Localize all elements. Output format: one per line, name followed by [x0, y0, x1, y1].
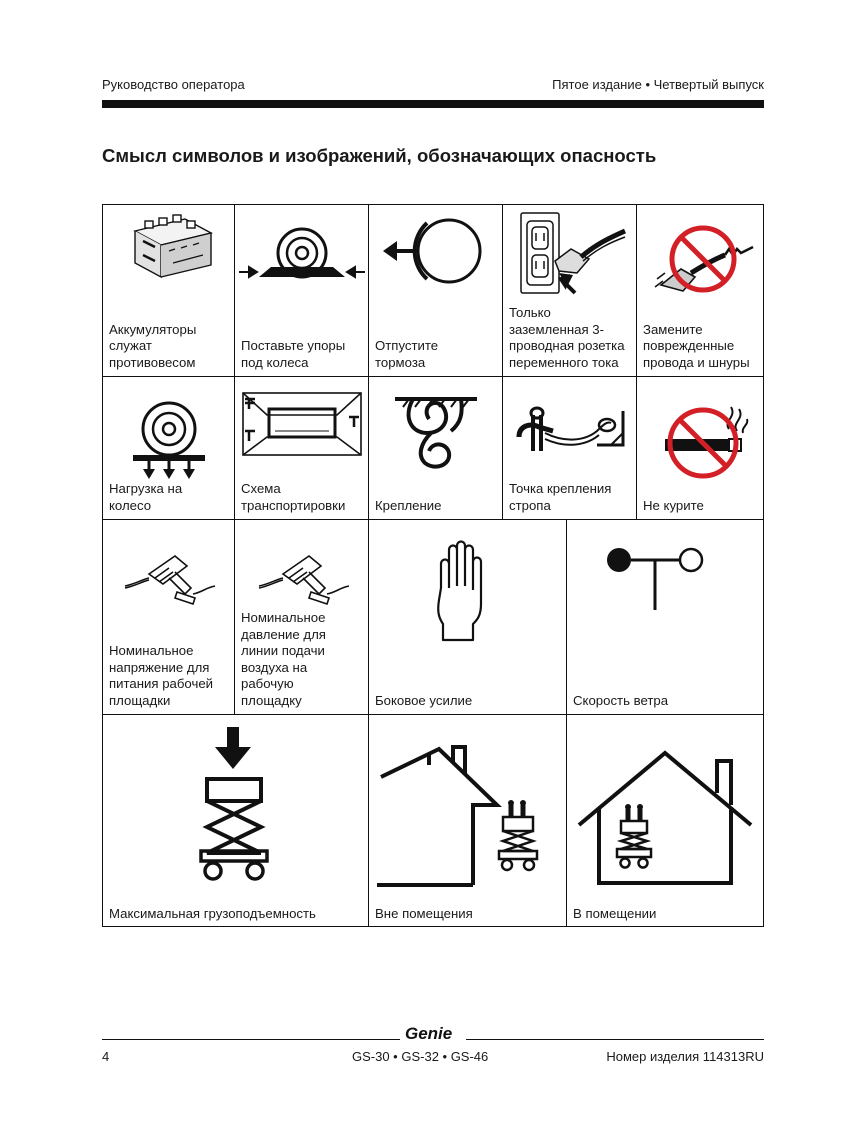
symbol-cell: [368, 519, 566, 714]
symbol-caption: Крепление: [375, 497, 442, 513]
symbol-caption: Максимальная грузоподъемность: [109, 905, 316, 921]
symbol-cell: [566, 714, 764, 927]
symbol-cell: [636, 204, 764, 376]
page-title: Смысл символов и изображений, обозначающих опасность: [102, 145, 657, 166]
symbols-grid: [102, 204, 764, 927]
max-capacity-icon: [197, 727, 271, 887]
symbol-caption: Точка крепления стропа: [509, 481, 612, 513]
symbol-cell: [502, 204, 636, 376]
symbol-cell: [234, 204, 368, 376]
symbol-caption: Скорость ветра: [573, 692, 669, 708]
symbol-cell: [234, 519, 368, 714]
symbol-cell: [102, 376, 234, 519]
symbol-caption: Замените поврежденные провода и шнуры: [643, 321, 750, 370]
lifting-point-icon: [511, 397, 631, 457]
symbol-cell: [234, 376, 368, 519]
symbol-cell: [502, 376, 636, 519]
platform-voltage-icon: [121, 550, 217, 606]
header-right: Пятое издание • Четвертый выпуск: [552, 77, 764, 92]
symbol-caption: Аккумуляторы служат противовесом: [109, 321, 197, 370]
symbol-caption: Схема транспортировки: [241, 481, 346, 513]
grounded-outlet-icon: [511, 209, 631, 299]
symbol-caption: Номинальное давление для линии подачи воздуха на рабочую площадку: [241, 610, 326, 708]
symbol-cell: [566, 519, 764, 714]
side-force-icon: [433, 540, 499, 646]
footer-rule-right: [466, 1039, 764, 1040]
symbol-cell: [102, 519, 234, 714]
symbol-caption: Отпустите тормоза: [375, 338, 439, 370]
symbol-caption: Не курите: [643, 497, 704, 513]
genie-logo: [403, 1024, 463, 1046]
indoor-use-icon: [575, 743, 757, 893]
symbol-caption: Только заземленная 3- проводная розетка переменного тока: [509, 305, 625, 370]
footer-models: GS-30 • GS-32 • GS-46: [352, 1049, 489, 1064]
symbol-cell: [368, 714, 566, 927]
symbol-caption: Вне помещения: [375, 905, 473, 921]
footer-part-number: Номер изделия 114313RU: [606, 1049, 764, 1064]
header-left: Руководство оператора: [102, 77, 245, 92]
transport-diagram-icon: [239, 387, 365, 459]
symbol-cell: [368, 376, 502, 519]
symbol-caption: Боковое усилие: [375, 692, 473, 708]
symbol-cell: [102, 204, 234, 376]
outdoor-use-icon: [377, 745, 557, 895]
svg-text:Genie: Genie: [405, 1024, 453, 1043]
damaged-cord-icon: [651, 219, 755, 299]
symbol-caption: Нагрузка на колесо: [109, 481, 183, 513]
no-smoking-icon: [651, 399, 755, 479]
symbol-cell: [102, 714, 368, 927]
symbol-caption: Поставьте упоры под колеса: [241, 338, 346, 370]
release-brakes-icon: [379, 213, 495, 289]
wheel-chocks-icon: [235, 211, 369, 291]
symbol-caption: Номинальное напряжение для питания рабочей площадки: [109, 643, 214, 708]
battery-counterweight-icon: [125, 211, 217, 283]
wheel-load-icon: [119, 395, 219, 481]
air-pressure-icon: [255, 550, 351, 606]
page-number: 4: [102, 1049, 110, 1064]
symbol-cell: [636, 376, 764, 519]
header-rule: [102, 100, 764, 108]
symbol-cell: [368, 204, 502, 376]
tie-down-icon: [391, 393, 481, 477]
wind-speed-icon: [603, 544, 711, 614]
symbol-caption: В помещении: [573, 905, 657, 921]
footer-rule-left: [102, 1039, 400, 1040]
